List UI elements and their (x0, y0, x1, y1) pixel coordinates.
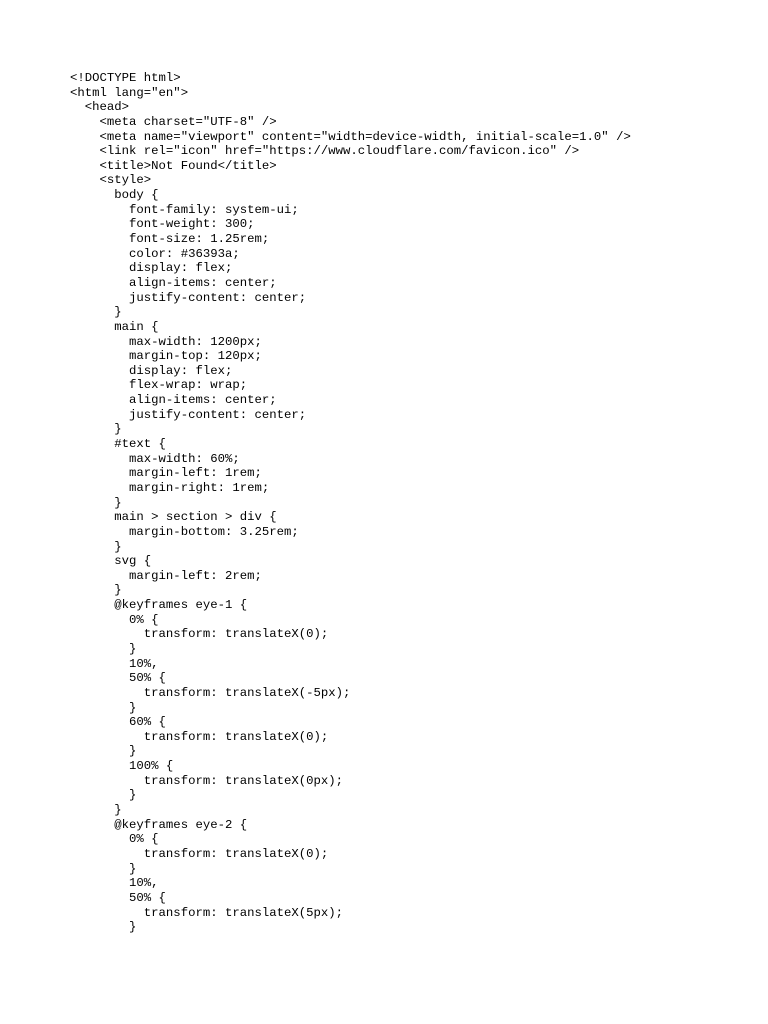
source-line: 50% { (70, 890, 166, 905)
source-line: transform: translateX(0); (70, 729, 329, 744)
page-source-text (70, 71, 631, 935)
source-line: flex-wrap: wrap; (70, 378, 248, 393)
source-line: } (70, 422, 122, 437)
source-line: transform: translateX(0); (70, 627, 329, 642)
source-line: font-family: system-ui; (70, 202, 299, 217)
source-line: transform: translateX(5px); (70, 905, 344, 920)
source-line: } (70, 495, 122, 510)
source-line: #text { (70, 437, 166, 452)
source-line: 10%, (70, 656, 159, 671)
source-line: @keyframes eye-2 { (70, 817, 248, 832)
source-line: margin-left: 2rem; (70, 568, 262, 583)
source-line: justify-content: center; (70, 407, 307, 422)
source-line: margin-right: 1rem; (70, 480, 270, 495)
source-line: } (70, 744, 137, 759)
source-line: @keyframes eye-1 { (70, 598, 248, 613)
source-line: align-items: center; (70, 393, 277, 408)
source-line: 10%, (70, 876, 159, 891)
source-line: font-weight: 300; (70, 217, 255, 232)
source-line: body { (70, 188, 159, 203)
source-line: main > section > div { (70, 510, 277, 525)
source-line: justify-content: center; (70, 290, 307, 305)
source-line: } (70, 861, 137, 876)
source-line: } (70, 539, 122, 554)
source-line: <link rel="icon" href="https://www.cloudflare.com/favicon.ico" /> (70, 144, 580, 159)
source-line: } (70, 305, 122, 320)
source-line: margin-bottom: 3.25rem; (70, 524, 299, 539)
source-line: <head> (70, 100, 130, 115)
source-line: font-size: 1.25rem; (70, 232, 270, 247)
source-line: <meta charset="UTF-8" /> (70, 114, 277, 129)
source-line: max-width: 1200px; (70, 334, 262, 349)
source-line: svg { (70, 554, 152, 569)
source-line: 50% { (70, 671, 166, 686)
source-line: max-width: 60%; (70, 451, 240, 466)
source-line: main { (70, 319, 159, 334)
source-line: 60% { (70, 715, 166, 730)
source-line: color: #36393a; (70, 246, 240, 261)
source-line: margin-left: 1rem; (70, 466, 262, 481)
source-line: <!DOCTYPE html> (70, 71, 181, 85)
source-line: transform: translateX(0px); (70, 773, 344, 788)
source-line: display: flex; (70, 363, 233, 378)
source-line: align-items: center; (70, 275, 277, 290)
source-line: } (70, 700, 137, 715)
source-line: } (70, 641, 137, 656)
source-line: transform: translateX(0); (70, 846, 329, 861)
source-line: margin-top: 120px; (70, 349, 262, 364)
source-line: 0% { (70, 832, 159, 847)
source-line: } (70, 788, 137, 803)
source-line: } (70, 583, 122, 598)
source-line: 100% { (70, 759, 174, 774)
source-line: <meta name="viewport" content="width=device-width, initial-scale=1.0" /> (70, 129, 631, 144)
source-line: <html lang="en"> (70, 85, 189, 100)
source-line: <style> (70, 173, 152, 188)
source-line: } (70, 803, 122, 818)
source-line: 0% { (70, 612, 159, 627)
source-line: transform: translateX(-5px); (70, 685, 351, 700)
source-line: display: flex; (70, 261, 233, 276)
source-line: } (70, 920, 137, 935)
source-line: <title>Not Found</title> (70, 158, 277, 173)
